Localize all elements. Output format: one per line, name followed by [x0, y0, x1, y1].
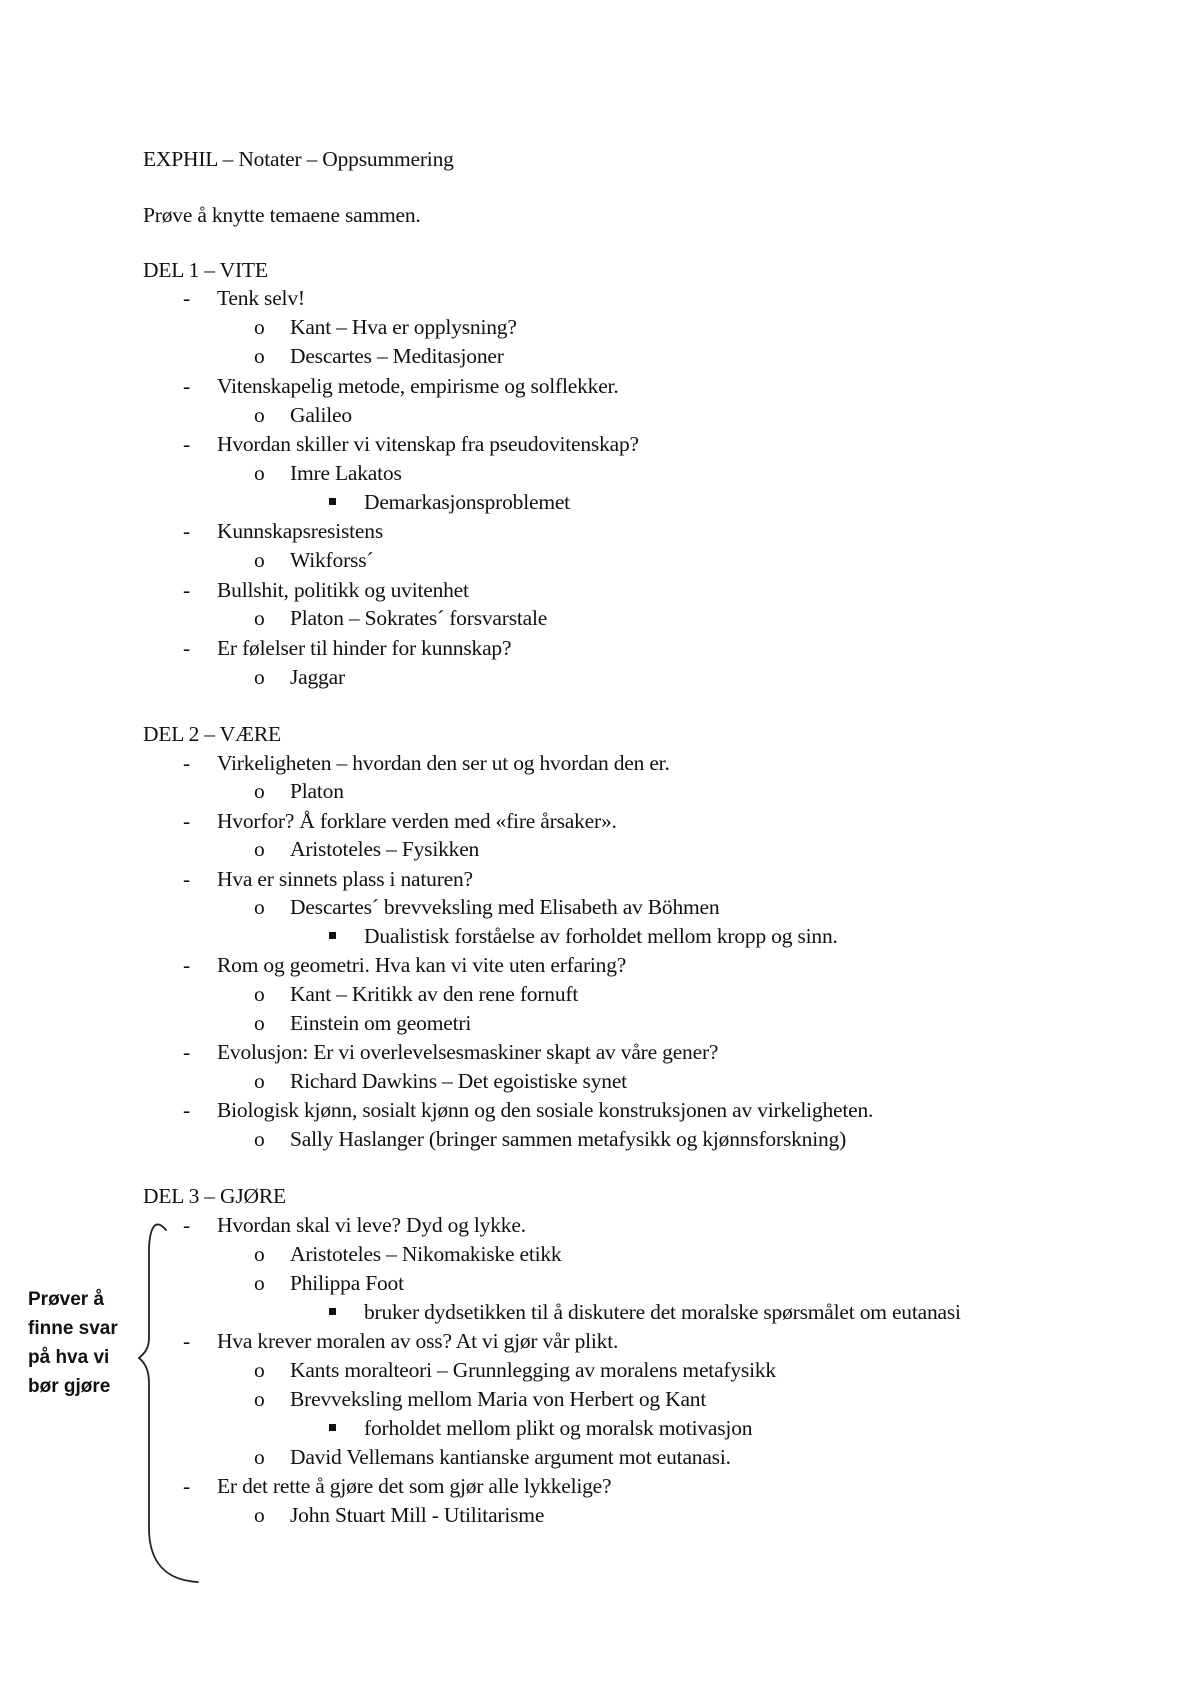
- list-subsubitem: forholdet mellom plikt og moralsk motivasjon: [364, 1416, 753, 1440]
- list-subitem: Kant – Hva er opplysning?: [290, 315, 517, 339]
- list-subitem: Platon: [290, 779, 344, 803]
- dash-bullet: -: [183, 432, 191, 456]
- list-subitem: Descartes´ brevveksling med Elisabeth av Böhmen: [290, 895, 720, 919]
- circle-bullet: o: [254, 1503, 265, 1527]
- list-subitem: Descartes – Meditasjoner: [290, 344, 504, 368]
- circle-bullet: o: [254, 982, 265, 1006]
- side-annotation-line: finne svar: [28, 1318, 118, 1339]
- dash-bullet: -: [183, 809, 191, 833]
- dash-bullet: -: [183, 1098, 191, 1122]
- circle-bullet: o: [254, 1445, 265, 1469]
- list-item: Virkeligheten – hvordan den ser ut og hvordan den er.: [217, 751, 670, 775]
- document-intro: Prøve å knytte temaene sammen.: [143, 203, 421, 227]
- list-item: Biologisk kjønn, sosialt kjønn og den sosiale konstruksjonen av virkeligheten.: [217, 1098, 874, 1122]
- dash-bullet: -: [183, 374, 191, 398]
- list-item: Hvordan skiller vi vitenskap fra pseudovitenskap?: [217, 432, 639, 456]
- square-bullet: [329, 1424, 336, 1431]
- dash-bullet: -: [183, 1213, 191, 1237]
- dash-bullet: -: [183, 1040, 191, 1064]
- section-heading: DEL 2 – VÆRE: [143, 722, 281, 746]
- list-subitem: David Vellemans kantianske argument mot eutanasi.: [290, 1445, 731, 1469]
- list-subsubitem: Demarkasjonsproblemet: [364, 490, 570, 514]
- circle-bullet: o: [254, 1271, 265, 1295]
- list-subsubitem: bruker dydsetikken til å diskutere det moralske spørsmålet om eutanasi: [364, 1300, 961, 1324]
- circle-bullet: o: [254, 1069, 265, 1093]
- circle-bullet: o: [254, 315, 265, 339]
- dash-bullet: -: [183, 1474, 191, 1498]
- list-item: Vitenskapelig metode, empirisme og solflekker.: [217, 374, 619, 398]
- dash-bullet: -: [183, 578, 191, 602]
- circle-bullet: o: [254, 1011, 265, 1035]
- list-subitem: Brevveksling mellom Maria von Herbert og Kant: [290, 1387, 707, 1411]
- square-bullet: [329, 1308, 336, 1315]
- list-subitem: Kant – Kritikk av den rene fornuft: [290, 982, 579, 1006]
- square-bullet: [329, 498, 336, 505]
- list-item: Er følelser til hinder for kunnskap?: [217, 636, 512, 660]
- curly-brace-icon: [136, 1208, 206, 1588]
- list-subsubitem: Dualistisk forståelse av forholdet mellom kropp og sinn.: [364, 924, 838, 948]
- list-item: Rom og geometri. Hva kan vi vite uten erfaring?: [217, 953, 627, 977]
- list-subitem: Jaggar: [290, 665, 345, 689]
- circle-bullet: o: [254, 403, 265, 427]
- circle-bullet: o: [254, 344, 265, 368]
- circle-bullet: o: [254, 665, 265, 689]
- circle-bullet: o: [254, 1387, 265, 1411]
- side-annotation-line: bør gjøre: [28, 1376, 111, 1397]
- list-item: Hvordan skal vi leve? Dyd og lykke.: [217, 1213, 526, 1237]
- square-bullet: [329, 932, 336, 939]
- circle-bullet: o: [254, 1358, 265, 1382]
- list-item: Hva krever moralen av oss? At vi gjør vår plikt.: [217, 1329, 619, 1353]
- list-item: Er det rette å gjøre det som gjør alle lykkelige?: [217, 1474, 612, 1498]
- dash-bullet: -: [183, 1329, 191, 1353]
- list-subitem: Platon – Sokrates´ forsvarstale: [290, 606, 548, 630]
- circle-bullet: o: [254, 548, 265, 572]
- circle-bullet: o: [254, 779, 265, 803]
- list-subitem: Philippa Foot: [290, 1271, 404, 1295]
- list-subitem: Wikforss´: [290, 548, 374, 572]
- list-subitem: John Stuart Mill - Utilitarisme: [290, 1503, 545, 1527]
- list-item: Evolusjon: Er vi overlevelsesmaskiner skapt av våre gener?: [217, 1040, 719, 1064]
- list-item: Hva er sinnets plass i naturen?: [217, 867, 473, 891]
- dash-bullet: -: [183, 751, 191, 775]
- circle-bullet: o: [254, 606, 265, 630]
- section-heading: DEL 1 – VITE: [143, 258, 268, 282]
- list-subitem: Aristoteles – Nikomakiske etikk: [290, 1242, 562, 1266]
- circle-bullet: o: [254, 1242, 265, 1266]
- dash-bullet: -: [183, 867, 191, 891]
- dash-bullet: -: [183, 636, 191, 660]
- list-subitem: Aristoteles – Fysikken: [290, 837, 480, 861]
- circle-bullet: o: [254, 837, 265, 861]
- list-subitem: Kants moralteori – Grunnlegging av moralens metafysikk: [290, 1358, 776, 1382]
- document-title: EXPHIL – Notater – Oppsummering: [143, 147, 454, 171]
- circle-bullet: o: [254, 1127, 265, 1151]
- list-item: Hvorfor? Å forklare verden med «fire årsaker».: [217, 809, 617, 833]
- side-annotation: [28, 1285, 138, 1401]
- circle-bullet: o: [254, 895, 265, 919]
- side-annotation-line: på hva vi: [28, 1347, 110, 1368]
- dash-bullet: -: [183, 286, 191, 310]
- list-item: Kunnskapsresistens: [217, 519, 383, 543]
- dash-bullet: -: [183, 953, 191, 977]
- section-heading: DEL 3 – GJØRE: [143, 1184, 286, 1208]
- list-subitem: Imre Lakatos: [290, 461, 402, 485]
- list-item: Bullshit, politikk og uvitenhet: [217, 578, 469, 602]
- list-subitem: Einstein om geometri: [290, 1011, 472, 1035]
- list-item: Tenk selv!: [217, 286, 305, 310]
- list-subitem: Sally Haslanger (bringer sammen metafysikk og kjønnsforskning): [290, 1127, 847, 1151]
- list-subitem: Galileo: [290, 403, 352, 427]
- list-subitem: Richard Dawkins – Det egoistiske synet: [290, 1069, 627, 1093]
- dash-bullet: -: [183, 519, 191, 543]
- side-annotation-line: Prøver å: [28, 1289, 105, 1310]
- circle-bullet: o: [254, 461, 265, 485]
